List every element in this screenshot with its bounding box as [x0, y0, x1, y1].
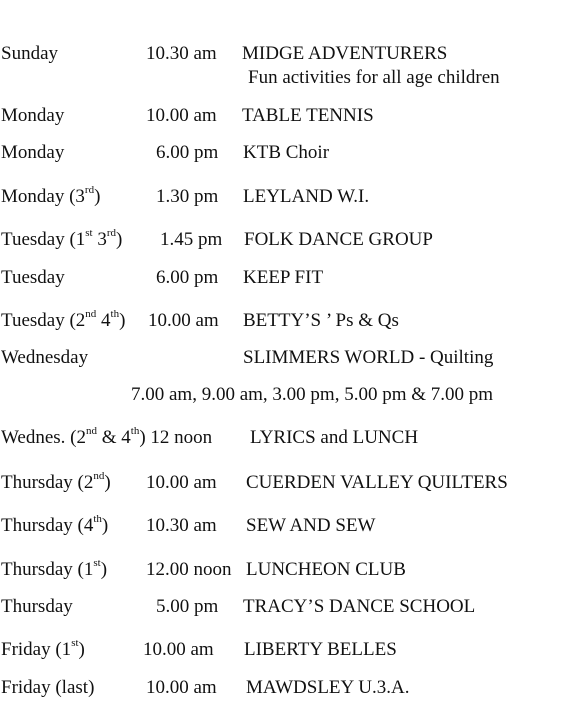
time-label: 1.30 pm	[156, 186, 219, 207]
activity-name: LUNCHEON CLUB	[246, 559, 406, 580]
activity-note: 7.00 am, 9.00 am, 3.00 pm, 5.00 pm & 7.00 pm	[131, 384, 494, 405]
time-label: 1.45 pm	[160, 229, 223, 250]
activity-name: LIBERTY BELLES	[244, 639, 397, 660]
time-label: 6.00 pm	[156, 267, 219, 288]
day-label: Sunday	[1, 43, 58, 64]
time-label: 6.00 pm	[156, 142, 219, 163]
activity-name: FOLK DANCE GROUP	[244, 229, 433, 250]
activity-name: MAWDSLEY U.3.A.	[246, 677, 410, 698]
day-label: Friday (1st)	[1, 637, 85, 660]
activity-note: Fun activities for all age children	[248, 67, 500, 88]
time-label: 10.00 am	[146, 677, 217, 698]
day-label: Thursday	[1, 596, 73, 617]
activity-name: SEW AND SEW	[246, 515, 376, 536]
day-label: Thursday (1st)	[1, 557, 108, 580]
day-label: Monday	[1, 142, 65, 163]
time-label: 10.30 am	[146, 43, 217, 64]
day-label: Wednesday	[1, 347, 89, 368]
activity-name: SLIMMERS WORLD - Quilting	[243, 347, 494, 368]
day-label: Thursday (4th)	[1, 513, 109, 536]
day-label: Tuesday (2nd 4th)	[1, 308, 126, 331]
activity-name: BETTY’S ’ Ps & Qs	[243, 310, 399, 331]
day-label: Friday (last)	[1, 677, 95, 698]
activity-name: KTB Choir	[243, 142, 330, 163]
time-label: 5.00 pm	[156, 596, 219, 617]
time-label: 10.00 am	[148, 310, 219, 331]
activity-name: CUERDEN VALLEY QUILTERS	[246, 472, 508, 493]
time-label: 12.00 noon	[146, 559, 232, 580]
activity-name: TABLE TENNIS	[242, 105, 374, 126]
activity-name: TRACY’S DANCE SCHOOL	[243, 596, 476, 617]
time-label: 10.00 am	[143, 639, 214, 660]
activity-name: LYRICS and LUNCH	[250, 427, 419, 448]
time-label: 10.00 am	[146, 105, 217, 126]
activity-name: KEEP FIT	[243, 267, 324, 288]
day-label: Monday (3rd)	[1, 184, 101, 207]
day-label: Thursday (2nd)	[1, 470, 111, 493]
day-label: Wednes. (2nd & 4th) 12 noon	[1, 425, 213, 448]
time-label: 10.30 am	[146, 515, 217, 536]
activity-name: LEYLAND W.I.	[243, 186, 370, 207]
day-label: Tuesday (1st 3rd)	[1, 227, 123, 250]
day-label: Tuesday	[1, 267, 65, 288]
time-label: 10.00 am	[146, 472, 217, 493]
activity-name: MIDGE ADVENTURERS	[242, 43, 448, 64]
day-label: Monday	[1, 105, 65, 126]
